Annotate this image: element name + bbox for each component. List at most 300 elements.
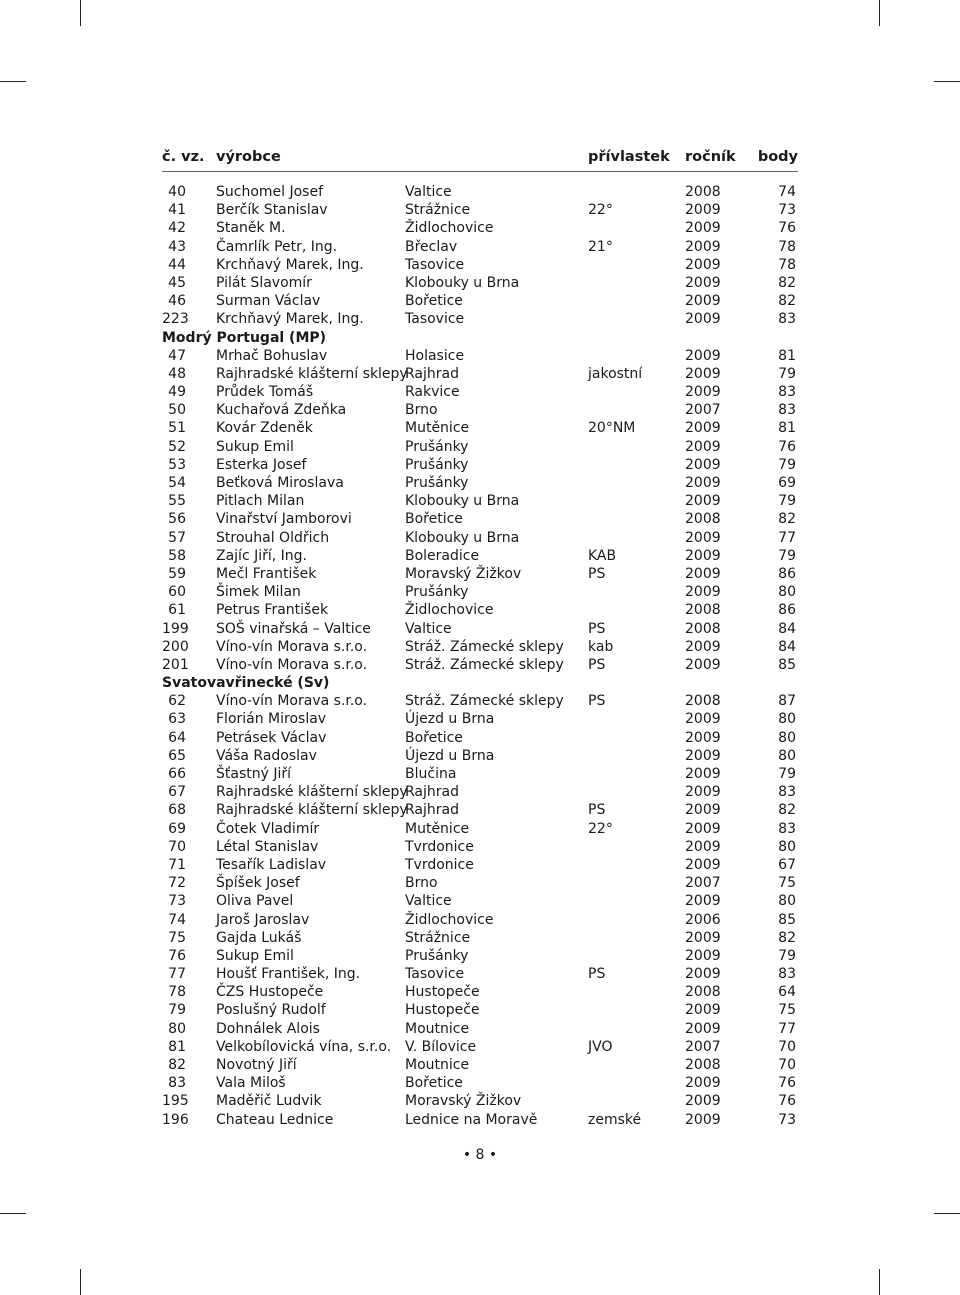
table-row xyxy=(162,1111,798,1129)
table-row xyxy=(162,510,798,528)
points: 80 xyxy=(778,893,796,910)
sample-number: 75 xyxy=(168,929,186,946)
place-name: Brno xyxy=(405,875,438,892)
vintage-year: 2009 xyxy=(685,1020,721,1037)
points: 82 xyxy=(778,511,796,528)
points: 83 xyxy=(778,311,796,328)
vintage-year: 2009 xyxy=(685,656,721,673)
vintage-year: 2009 xyxy=(685,493,721,510)
sample-number: 80 xyxy=(168,1020,186,1037)
place-name: V. Bílovice xyxy=(405,1038,477,1055)
sample-number: 83 xyxy=(168,1075,186,1092)
vintage-year: 2007 xyxy=(685,402,721,419)
sample-number: 41 xyxy=(168,202,186,219)
crop-mark xyxy=(934,81,960,82)
attribute: 20°NM xyxy=(588,420,636,437)
sample-number: 200 xyxy=(162,638,189,655)
vintage-year: 2008 xyxy=(685,1057,721,1073)
table-row xyxy=(162,583,798,601)
place-name: Bořetice xyxy=(405,729,463,746)
points: 76 xyxy=(778,1093,796,1110)
sample-number: 61 xyxy=(168,602,186,619)
attribute: PS xyxy=(588,656,606,673)
place-name: Prušánky xyxy=(405,438,469,455)
sample-number: 74 xyxy=(168,911,186,928)
table-row xyxy=(162,856,798,874)
points: 75 xyxy=(778,1002,796,1019)
table-row xyxy=(162,1020,798,1038)
vintage-year: 2009 xyxy=(685,856,721,873)
sample-number: 48 xyxy=(168,365,186,382)
maker-name: Zajíc Jiří, Ing. xyxy=(216,547,307,564)
sample-number: 76 xyxy=(168,947,186,964)
maker-name: Pilát Slavomír xyxy=(216,274,312,291)
points: 80 xyxy=(778,584,796,601)
sample-number: 69 xyxy=(168,820,186,837)
table-row xyxy=(162,438,798,456)
place-name: Brno xyxy=(405,402,438,419)
points: 73 xyxy=(778,1111,796,1128)
points: 83 xyxy=(778,820,796,837)
maker-name: Víno-vín Morava s.r.o. xyxy=(216,638,368,655)
maker-name: Průdek Tomáš xyxy=(216,384,314,401)
points: 85 xyxy=(778,656,796,673)
sample-number: 223 xyxy=(162,311,189,328)
table-row xyxy=(162,765,798,783)
maker-name: SOŠ vinařská – Valtice xyxy=(216,620,371,637)
place-name: Mutěnice xyxy=(405,420,470,437)
vintage-year: 2009 xyxy=(685,784,721,801)
sample-number: 68 xyxy=(168,802,186,819)
vintage-year: 2009 xyxy=(685,438,721,455)
sample-number: 50 xyxy=(168,402,186,419)
place-name: Boleradice xyxy=(405,547,480,564)
vintage-year: 2009 xyxy=(685,202,721,219)
place-name: Stráž. Zámecké sklepy xyxy=(405,656,564,673)
table-row xyxy=(162,801,798,819)
place-name: Moravský Žižkov xyxy=(405,565,522,582)
maker-name: Velkobílovická vína, s.r.o. xyxy=(216,1038,392,1055)
vintage-year: 2009 xyxy=(685,893,721,910)
section-heading: Svatovavřinecké (Sv) xyxy=(162,675,330,692)
maker-name: Pitlach Milan xyxy=(216,493,305,510)
vintage-year: 2009 xyxy=(685,1111,721,1128)
attribute: jakostní xyxy=(588,365,643,382)
points: 73 xyxy=(778,202,796,219)
points: 79 xyxy=(778,493,796,510)
maker-name: Novotný Jiří xyxy=(216,1057,297,1073)
maker-name: Gajda Lukáš xyxy=(216,929,302,946)
sample-number: 57 xyxy=(168,529,186,546)
place-name: Újezd u Brna xyxy=(405,747,495,764)
maker-name: Váša Radoslav xyxy=(216,747,317,764)
table-row xyxy=(162,183,798,201)
points: 83 xyxy=(778,784,796,801)
section-heading: Modrý Portugal (MP) xyxy=(162,329,327,346)
attribute: PS xyxy=(588,565,606,582)
table-row xyxy=(162,365,798,383)
maker-name: Tesařík Ladislav xyxy=(216,856,327,873)
table-row xyxy=(162,1056,798,1074)
sample-number: 196 xyxy=(162,1111,189,1128)
points: 83 xyxy=(778,966,796,983)
table-row xyxy=(162,474,798,492)
points: 86 xyxy=(778,602,796,619)
maker-name: Mrhač Bohuslav xyxy=(216,347,328,364)
points: 76 xyxy=(778,1075,796,1092)
table-header xyxy=(162,146,798,170)
table-row xyxy=(162,201,798,219)
maker-name: Surman Václav xyxy=(216,293,321,310)
points: 76 xyxy=(778,438,796,455)
place-name: Tasovice xyxy=(405,256,465,273)
place-name: Hustopeče xyxy=(405,1002,480,1019)
place-name: Rajhrad xyxy=(405,802,459,819)
table-row xyxy=(162,274,798,292)
table-row xyxy=(162,456,798,474)
maker-name: Čotek Vladimír xyxy=(216,820,320,837)
place-name: Břeclav xyxy=(405,238,458,255)
place-name: Blučina xyxy=(405,766,457,782)
header-maker: výrobce xyxy=(216,149,281,165)
table-row xyxy=(162,238,798,256)
points: 80 xyxy=(778,838,796,855)
points: 86 xyxy=(778,565,796,582)
points: 70 xyxy=(778,1038,796,1055)
table-row xyxy=(162,401,798,419)
vintage-year: 2009 xyxy=(685,929,721,946)
points: 75 xyxy=(778,875,796,892)
attribute: 22° xyxy=(588,202,613,219)
maker-name: Létal Stanislav xyxy=(216,838,319,855)
sample-number: 58 xyxy=(168,547,186,564)
vintage-year: 2009 xyxy=(685,584,721,601)
points: 76 xyxy=(778,220,796,237)
maker-name: Houšť František, Ing. xyxy=(216,966,361,983)
maker-name: Čamrlík Petr, Ing. xyxy=(216,238,338,255)
table-row xyxy=(162,1038,798,1056)
maker-name: Rajhradské klášterní sklepy xyxy=(216,784,408,801)
points: 83 xyxy=(778,384,796,401)
place-name: Valtice xyxy=(405,620,452,637)
vintage-year: 2009 xyxy=(685,274,721,291)
table-row xyxy=(162,983,798,1001)
vintage-year: 2009 xyxy=(685,947,721,964)
place-name: Mutěnice xyxy=(405,820,470,837)
vintage-year: 2009 xyxy=(685,311,721,328)
points: 79 xyxy=(778,947,796,964)
maker-name: Beťková Miroslava xyxy=(216,475,344,491)
vintage-year: 2008 xyxy=(685,511,721,528)
vintage-year: 2008 xyxy=(685,602,721,619)
vintage-year: 2008 xyxy=(685,693,721,710)
place-name: Moutnice xyxy=(405,1057,470,1073)
points: 67 xyxy=(778,856,796,873)
points: 83 xyxy=(778,402,796,419)
vintage-year: 2009 xyxy=(685,638,721,655)
attribute: KAB xyxy=(588,547,617,564)
maker-name: Kuchařová Zdeňka xyxy=(216,402,347,419)
maker-name: Maděřič Ludvik xyxy=(216,1093,322,1110)
crop-mark xyxy=(934,1213,960,1214)
vintage-year: 2009 xyxy=(685,384,721,401)
maker-name: Sukup Emil xyxy=(216,438,294,455)
sample-number: 81 xyxy=(168,1038,186,1055)
vintage-year: 2009 xyxy=(685,547,721,564)
crop-mark xyxy=(879,0,880,26)
vintage-year: 2008 xyxy=(685,184,721,200)
table-row xyxy=(162,620,798,638)
table-row xyxy=(162,965,798,983)
sample-number: 60 xyxy=(168,584,186,601)
points: 78 xyxy=(778,256,796,273)
points: 79 xyxy=(778,547,796,564)
maker-name: Vala Miloš xyxy=(216,1075,286,1092)
place-name: Klobouky u Brna xyxy=(405,529,520,546)
page-number: • 8 • xyxy=(462,1147,498,1163)
vintage-year: 2009 xyxy=(685,1075,721,1092)
sample-number: 72 xyxy=(168,875,186,892)
points: 80 xyxy=(778,711,796,728)
vintage-year: 2009 xyxy=(685,456,721,473)
points: 64 xyxy=(778,984,796,1001)
maker-name: ČZS Hustopeče xyxy=(216,984,324,1001)
sample-number: 42 xyxy=(168,220,186,237)
place-name: Moutnice xyxy=(405,1020,470,1037)
points: 79 xyxy=(778,456,796,473)
maker-name: Krchňavý Marek, Ing. xyxy=(216,311,364,328)
place-name: Rajhrad xyxy=(405,365,459,382)
points: 82 xyxy=(778,293,796,310)
place-name: Bořetice xyxy=(405,511,463,528)
table-row xyxy=(162,838,798,856)
table-row xyxy=(162,1074,798,1092)
vintage-year: 2008 xyxy=(685,620,721,637)
place-name: Lednice na Moravě xyxy=(405,1111,538,1128)
sample-number: 67 xyxy=(168,784,186,801)
place-name: Újezd u Brna xyxy=(405,711,495,728)
table-row xyxy=(162,820,798,838)
sample-number: 71 xyxy=(168,856,186,873)
place-name: Bořetice xyxy=(405,1075,463,1092)
points: 70 xyxy=(778,1057,796,1073)
place-name: Rajhrad xyxy=(405,784,459,801)
place-name: Prušánky xyxy=(405,456,469,473)
table-row xyxy=(162,874,798,892)
table-row xyxy=(162,601,798,619)
header-divider xyxy=(162,171,798,172)
vintage-year: 2009 xyxy=(685,220,721,237)
sample-number: 70 xyxy=(168,838,186,855)
sample-number: 82 xyxy=(168,1057,186,1073)
attribute: zemské xyxy=(588,1111,642,1128)
table-row xyxy=(162,419,798,437)
vintage-year: 2009 xyxy=(685,1093,721,1110)
table-row xyxy=(162,347,798,365)
maker-name: Víno-vín Morava s.r.o. xyxy=(216,693,368,710)
points: 74 xyxy=(778,184,796,200)
place-name: Stráž. Zámecké sklepy xyxy=(405,638,564,655)
table-row xyxy=(162,219,798,237)
maker-name: Suchomel Josef xyxy=(216,184,324,200)
vintage-year: 2006 xyxy=(685,911,721,928)
vintage-year: 2009 xyxy=(685,293,721,310)
vintage-year: 2009 xyxy=(685,838,721,855)
table-row xyxy=(162,929,798,947)
table-row xyxy=(162,529,798,547)
vintage-year: 2007 xyxy=(685,875,721,892)
sample-number: 199 xyxy=(162,620,189,637)
table-row xyxy=(162,256,798,274)
sample-number: 59 xyxy=(168,565,186,582)
table-row xyxy=(162,1092,798,1110)
sample-number: 65 xyxy=(168,747,186,764)
points: 78 xyxy=(778,238,796,255)
maker-name: Florián Miroslav xyxy=(216,711,327,728)
sample-number: 43 xyxy=(168,238,186,255)
place-name: Bořetice xyxy=(405,293,463,310)
maker-name: Oliva Pavel xyxy=(216,893,294,910)
place-name: Holasice xyxy=(405,347,465,364)
points: 79 xyxy=(778,365,796,382)
results-table xyxy=(162,183,798,1129)
maker-name: Šimek Milan xyxy=(216,584,301,601)
points: 80 xyxy=(778,729,796,746)
sample-number: 77 xyxy=(168,966,186,983)
vintage-year: 2009 xyxy=(685,565,721,582)
vintage-year: 2009 xyxy=(685,420,721,437)
vintage-year: 2007 xyxy=(685,1038,721,1055)
table-row xyxy=(162,947,798,965)
sample-number: 79 xyxy=(168,1002,186,1019)
place-name: Stráž. Zámecké sklepy xyxy=(405,693,564,710)
vintage-year: 2009 xyxy=(685,802,721,819)
maker-name: Šťastný Jiří xyxy=(216,766,292,782)
maker-name: Rajhradské klášterní sklepy xyxy=(216,365,408,382)
place-name: Tvrdonice xyxy=(405,856,474,873)
maker-name: Krchňavý Marek, Ing. xyxy=(216,256,364,273)
maker-name: Vinařství Jamborovi xyxy=(216,511,352,528)
sample-number: 62 xyxy=(168,693,186,710)
vintage-year: 2009 xyxy=(685,256,721,273)
table-row xyxy=(162,692,798,710)
table-row xyxy=(162,383,798,401)
points: 82 xyxy=(778,802,796,819)
place-name: Valtice xyxy=(405,893,452,910)
sample-number: 63 xyxy=(168,711,186,728)
sample-number: 47 xyxy=(168,347,186,364)
table-row xyxy=(162,747,798,765)
sample-number: 73 xyxy=(168,893,186,910)
place-name: Tasovice xyxy=(405,966,465,983)
place-name: Židlochovice xyxy=(405,911,494,928)
attribute: PS xyxy=(588,693,606,710)
place-name: Strážnice xyxy=(405,929,471,946)
points: 69 xyxy=(778,475,796,491)
vintage-year: 2009 xyxy=(685,747,721,764)
sample-number: 45 xyxy=(168,274,186,291)
table-row xyxy=(162,565,798,583)
maker-name: Berčík Stanislav xyxy=(216,202,328,219)
table-row xyxy=(162,1001,798,1019)
sample-number: 46 xyxy=(168,293,186,310)
crop-mark xyxy=(80,0,81,26)
place-name: Prušánky xyxy=(405,475,469,491)
vintage-year: 2009 xyxy=(685,711,721,728)
header-number: č. vz. xyxy=(162,149,205,165)
sample-number: 49 xyxy=(168,384,186,401)
table-row xyxy=(162,783,798,801)
place-name: Tasovice xyxy=(405,311,465,328)
header-attribute: přívlastek xyxy=(588,149,670,165)
vintage-year: 2009 xyxy=(685,365,721,382)
sample-number: 51 xyxy=(168,420,186,437)
table-row xyxy=(162,638,798,656)
sample-number: 66 xyxy=(168,766,186,782)
points: 77 xyxy=(778,1020,796,1037)
maker-name: Mečl František xyxy=(216,565,317,582)
place-name: Valtice xyxy=(405,184,452,200)
sample-number: 44 xyxy=(168,256,186,273)
attribute: PS xyxy=(588,620,606,637)
points: 77 xyxy=(778,529,796,546)
attribute: 22° xyxy=(588,820,613,837)
points: 81 xyxy=(778,347,796,364)
place-name: Hustopeče xyxy=(405,984,480,1001)
vintage-year: 2009 xyxy=(685,238,721,255)
table-row xyxy=(162,292,798,310)
points: 79 xyxy=(778,766,796,782)
vintage-year: 2009 xyxy=(685,529,721,546)
attribute: kab xyxy=(588,638,614,655)
table-row xyxy=(162,656,798,674)
vintage-year: 2009 xyxy=(685,1002,721,1019)
sample-number: 54 xyxy=(168,475,186,491)
place-name: Rakvice xyxy=(405,384,460,401)
points: 82 xyxy=(778,274,796,291)
place-name: Klobouky u Brna xyxy=(405,493,520,510)
maker-name: Esterka Josef xyxy=(216,456,307,473)
sample-number: 56 xyxy=(168,511,186,528)
points: 80 xyxy=(778,747,796,764)
maker-name: Rajhradské klášterní sklepy xyxy=(216,802,408,819)
maker-name: Strouhal Oldřich xyxy=(216,529,330,546)
place-name: Prušánky xyxy=(405,947,469,964)
vintage-year: 2009 xyxy=(685,347,721,364)
maker-name: Víno-vín Morava s.r.o. xyxy=(216,656,368,673)
sample-number: 195 xyxy=(162,1093,189,1110)
sample-number: 53 xyxy=(168,456,186,473)
maker-name: Poslušný Rudolf xyxy=(216,1002,326,1019)
place-name: Židlochovice xyxy=(405,602,494,619)
table-row xyxy=(162,310,798,328)
place-name: Tvrdonice xyxy=(405,838,474,855)
attribute: PS xyxy=(588,966,606,983)
points: 82 xyxy=(778,929,796,946)
attribute: 21° xyxy=(588,238,613,255)
maker-name: Staněk M. xyxy=(216,220,286,237)
maker-name: Špíšek Josef xyxy=(216,875,300,892)
crop-mark xyxy=(80,1269,81,1295)
points: 87 xyxy=(778,693,796,710)
vintage-year: 2009 xyxy=(685,966,721,983)
maker-name: Chateau Lednice xyxy=(216,1111,334,1128)
sample-number: 55 xyxy=(168,493,186,510)
maker-name: Kovár Zdeněk xyxy=(216,420,313,437)
crop-mark xyxy=(879,1269,880,1295)
vintage-year: 2008 xyxy=(685,984,721,1001)
table-row xyxy=(162,911,798,929)
